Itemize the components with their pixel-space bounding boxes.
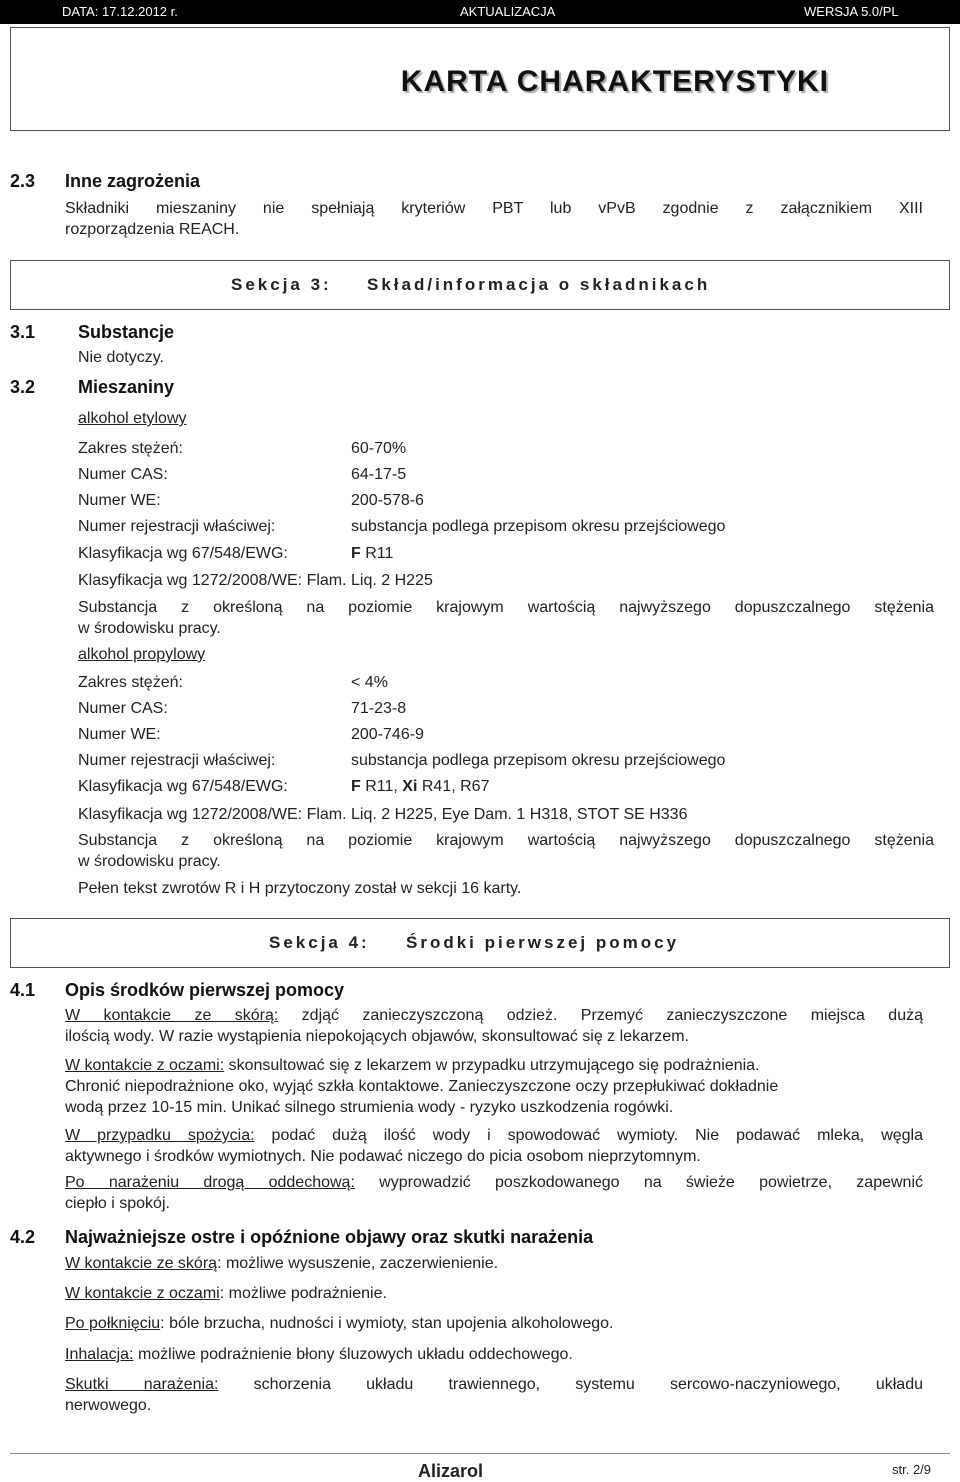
field-value: 71-23-8	[351, 700, 407, 717]
eye-contact-text: skonsultować się z lekarzem w przypadku utrzymującego się podrażnienia.	[224, 1057, 760, 1074]
skin-contact-label: W kontakcie ze skórą:	[65, 1007, 279, 1024]
section-4-label: Sekcja 4:	[269, 933, 370, 952]
symptom-ingestion-label: Po połknięciu	[65, 1315, 161, 1332]
class-phrase: R11	[365, 545, 394, 562]
section-4-2-title: Najważniejsze ostre i opóźnione objawy oraz skutki narażenia	[65, 1227, 594, 1247]
inhalation-text: wyprowadzić poszkodowanego na świeże powietrze, zapewnić	[354, 1174, 924, 1191]
section-4-1-number: 4.1	[10, 980, 36, 1000]
skin-contact-text: zdjąć zanieczyszczoną odzież. Przemyć zanieczyszczone miejsca dużą	[278, 1007, 924, 1024]
field-label: Numer WE:	[78, 492, 161, 509]
symptom-inhalation-label: Inhalacja:	[65, 1346, 134, 1363]
inhalation-line-2: ciepło i spokój.	[65, 1195, 170, 1212]
section-2-3-title: Inne zagrożenia	[65, 171, 201, 191]
symptom-skin-label: W kontakcie ze skórą	[65, 1255, 218, 1272]
field-label: Numer rejestracji właściwej:	[78, 518, 276, 535]
field-value: < 4%	[351, 674, 388, 691]
symptom-eye	[65, 1283, 387, 1305]
section-3-2-title: Mieszaniny	[78, 377, 175, 397]
symptom-ingestion	[65, 1313, 613, 1335]
symptom-ingestion-text: : bóle brzucha, nudności i wymioty, stan upojenia alkoholowego.	[160, 1315, 614, 1332]
section-3-1-title: Substancje	[78, 322, 175, 342]
component-name: alkohol etylowy	[78, 410, 187, 427]
class-symbol: F	[351, 778, 361, 795]
class-symbol: Xi	[402, 778, 418, 795]
field-value: 200-578-6	[351, 492, 424, 509]
component-cls2: Klasyfikacja wg 1272/2008/WE: Flam. Liq. 2 H225, Eye Dam. 1 H318, STOT SE H336	[78, 806, 688, 823]
section-3-header	[10, 260, 950, 310]
ingestion-line-2: aktywnego i środków wymiotnych. Nie podawać niczego do picia osobom nieprzytomnym.	[65, 1148, 701, 1165]
field-value: substancja podlega przepisom okresu przejściowego	[351, 752, 726, 769]
section-4-title: Środki pierwszej pomocy	[406, 933, 680, 952]
eye-contact-line-3: wodą przez 10-15 min. Unikać silnego strumienia wody - ryzyko uszkodzenia rogówki.	[65, 1099, 674, 1116]
field-label: Zakres stężeń:	[78, 674, 183, 691]
eye-contact-label: W kontakcie z oczami:	[65, 1057, 225, 1074]
symptom-eye-text: : możliwe podrażnienie.	[219, 1285, 387, 1302]
header-date: DATA: 17.12.2012 r.	[62, 4, 178, 19]
footer-page: str. 2/9	[892, 1462, 932, 1477]
section-4-1-title: Opis środków pierwszej pomocy	[65, 980, 345, 1000]
symptom-effects-line-1	[65, 1374, 923, 1396]
field-label: Klasyfikacja wg 67/548/EWG:	[78, 545, 288, 562]
class-symbol: F	[351, 545, 361, 562]
symptom-effects-line-2: nerwowego.	[65, 1397, 152, 1414]
section-3-1-text: Nie dotyczy.	[78, 349, 164, 366]
symptom-skin-text: : możliwe wysuszenie, zaczerwienienie.	[217, 1255, 499, 1272]
field-label: Klasyfikacja wg 67/548/EWG:	[78, 778, 288, 795]
section-3-label: Sekcja 3:	[231, 275, 332, 294]
ingestion-line-1	[65, 1125, 923, 1147]
ingestion-label: W przypadku spożycia:	[65, 1127, 255, 1144]
field-value: 60-70%	[351, 440, 407, 457]
full-text-note: Pełen tekst zwrotów R i H przytoczony został w sekcji 16 karty.	[78, 880, 522, 897]
field-value: substancja podlega przepisom okresu przejściowego	[351, 518, 726, 535]
component-note-2: w środowisku pracy.	[78, 853, 221, 870]
class-phrase: R11,	[365, 778, 398, 795]
symptom-inhalation	[65, 1344, 573, 1366]
section-3-title: Skład/informacja o składnikach	[367, 275, 711, 294]
section-4-header	[10, 918, 950, 968]
field-value: 200-746-9	[351, 726, 424, 743]
eye-contact-line-2: Chronić niepodrażnione oko, wyjąć szkła kontaktowe. Zanieczyszczone oczy przepłukiwać dokładnie	[65, 1078, 779, 1095]
inhalation-line-1	[65, 1172, 923, 1194]
symptom-inhalation-text: możliwe podrażnienie błony śluzowych układu oddechowego.	[133, 1346, 573, 1363]
ingestion-text: podać dużą ilość wody i spowodować wymioty. Nie podawać mleka, węgla	[254, 1127, 924, 1144]
skin-contact-line-2: ilością wody. W razie wystąpienia niepokojących objawów, skonsultować się z lekarzem.	[65, 1028, 689, 1045]
field-label: Numer CAS:	[78, 700, 168, 717]
document-title: KARTA CHARAKTERYSTYKI	[400, 65, 829, 98]
inhalation-label: Po narażeniu drogą oddechową:	[65, 1174, 355, 1191]
section-2-3-text-2: rozporządzenia REACH.	[65, 221, 240, 238]
field-label: Zakres stężeń:	[78, 440, 183, 457]
section-3-1-number: 3.1	[10, 322, 36, 342]
title-box	[10, 27, 950, 131]
component-note-1: Substancja z określoną na poziomie krajowym wartością najwyższego dopuszczalnego stężenia	[78, 599, 934, 616]
section-2-3-text-1: Składniki mieszaniny nie spełniają kryteriów PBT lub vPvB zgodnie z załącznikiem XIII	[65, 200, 923, 217]
field-label: Numer rejestracji właściwej:	[78, 752, 276, 769]
field-value: 64-17-5	[351, 466, 407, 483]
footer-product: Alizarol	[418, 1461, 484, 1481]
symptom-eye-label: W kontakcie z oczami	[65, 1285, 220, 1302]
class-phrase: R41, R67	[421, 778, 490, 795]
symptom-effects-text: schorzenia układu trawiennego, systemu sercowo-naczyniowego, układu	[218, 1376, 924, 1393]
symptom-skin	[65, 1253, 498, 1275]
eye-contact-line-1	[65, 1055, 760, 1077]
section-4-2-number: 4.2	[10, 1227, 36, 1247]
field-label: Numer WE:	[78, 726, 161, 743]
skin-contact-line-1	[65, 1005, 923, 1027]
header-bar	[0, 0, 960, 24]
component-note-2: w środowisku pracy.	[78, 620, 221, 637]
section-2-3-number: 2.3	[10, 171, 36, 191]
component-name: alkohol propylowy	[78, 646, 206, 663]
component-cls2: Klasyfikacja wg 1272/2008/WE: Flam. Liq. 2 H225	[78, 572, 433, 589]
footer-divider	[10, 1453, 950, 1454]
field-label: Numer CAS:	[78, 466, 168, 483]
header-version: WERSJA 5.0/PL	[804, 4, 899, 19]
section-3-2-number: 3.2	[10, 377, 36, 397]
symptom-effects-label: Skutki narażenia:	[65, 1376, 219, 1393]
header-update: AKTUALIZACJA	[460, 4, 556, 19]
component-note-1: Substancja z określoną na poziomie krajowym wartością najwyższego dopuszczalnego stężenia	[78, 832, 934, 849]
